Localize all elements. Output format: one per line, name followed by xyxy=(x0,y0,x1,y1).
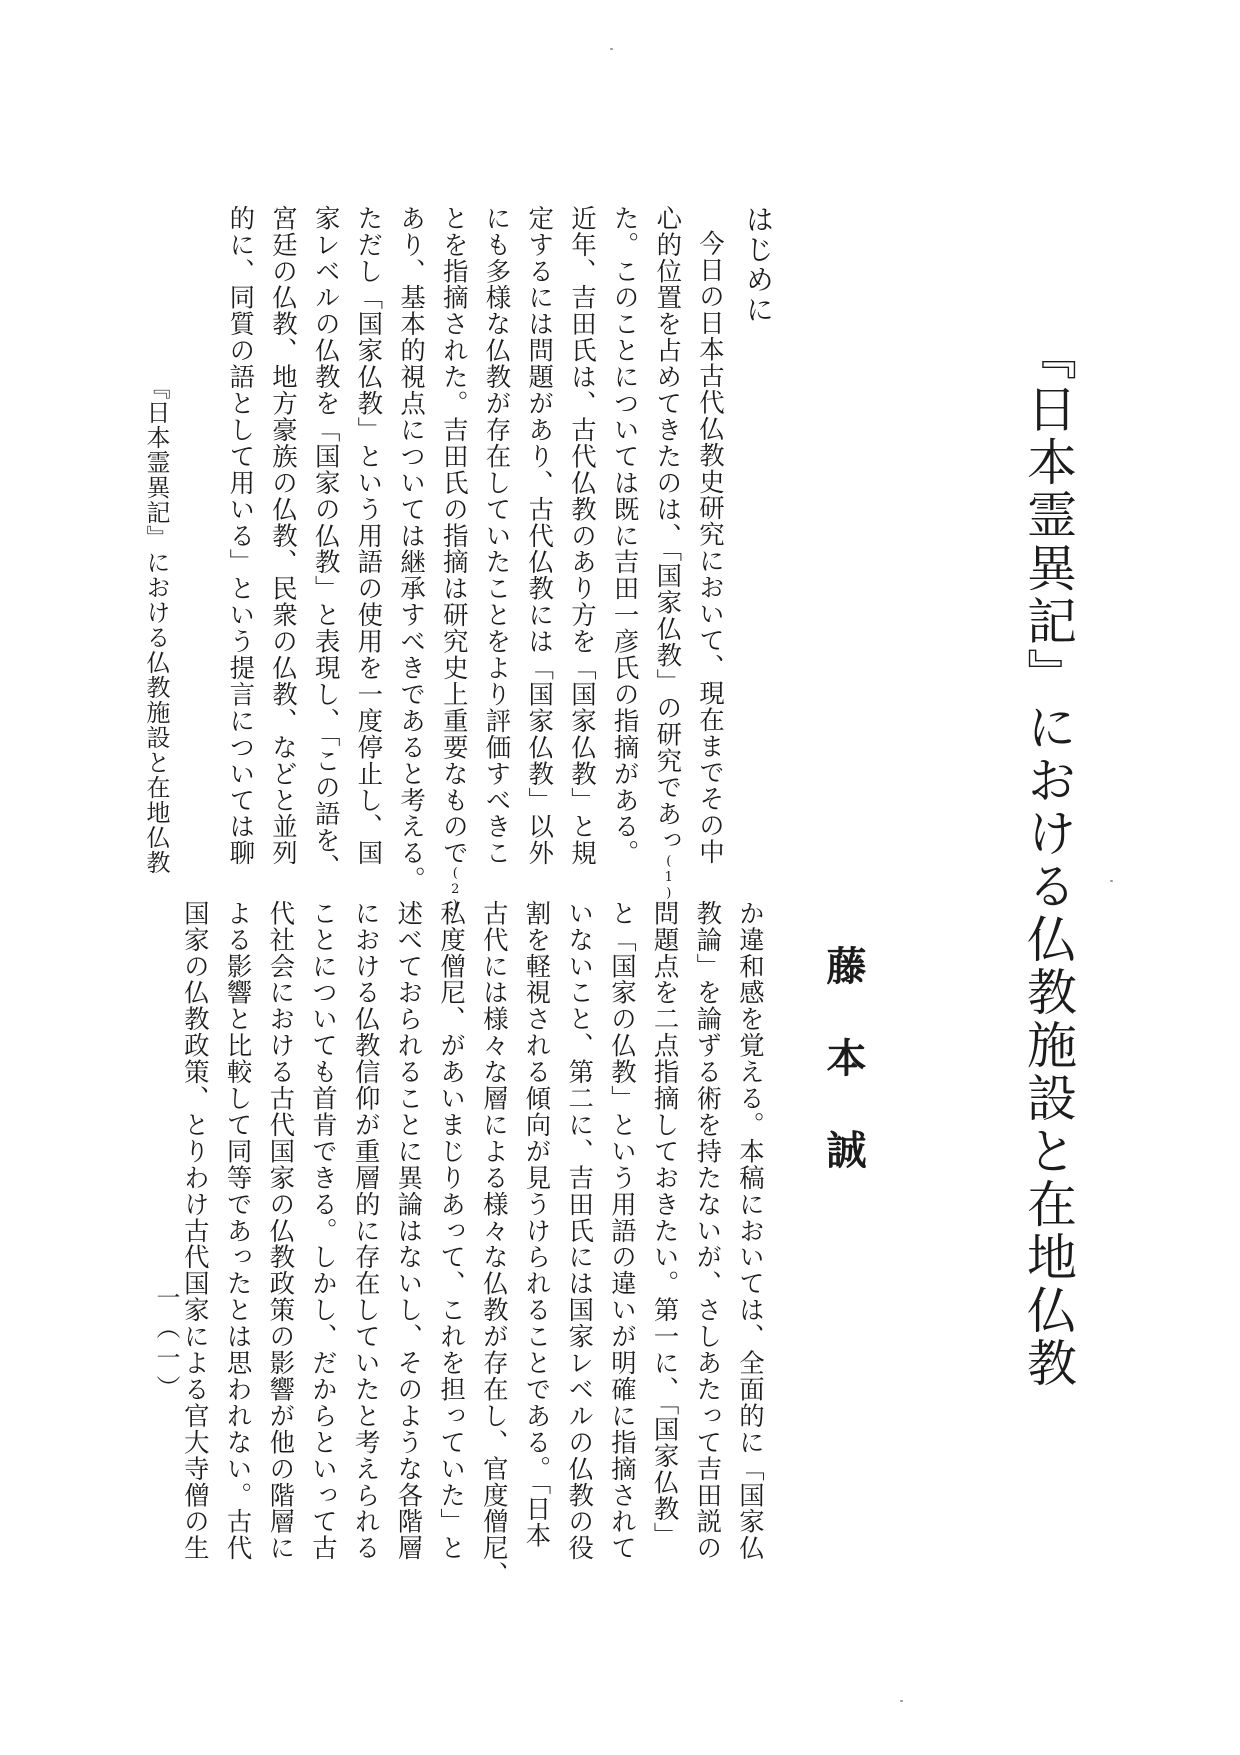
text-line: か違和感を覚える。本稿においては、全面的に「国家仏 xyxy=(736,900,766,1562)
section-heading: はじめに xyxy=(742,205,775,325)
text-line: 的に、同質の語として用いる」という提言については聊 xyxy=(226,205,257,867)
text-line: にも多様な仏教が存在していたことをより評価すべきこ xyxy=(482,205,513,867)
text-line: あり、基本的視点については継承すべきであると考える。 xyxy=(397,205,428,893)
body-text-lower xyxy=(172,900,772,1588)
text-line: 教論」を論ずる術を持たないが、さしあたって吉田説の xyxy=(693,900,724,1562)
author-name: 藤本誠 xyxy=(820,945,867,1221)
text-line: 私度僧尼、があいまじりあって、これを担っていた」と xyxy=(437,900,468,1562)
text-line: ただし「国家仏教」という用語の使用を一度停止し、国 xyxy=(354,205,385,867)
text-line: 宮廷の仏教、地方豪族の仏教、民衆の仏教、などと並列 xyxy=(268,205,299,867)
text-line: 述べておられることに異論はないし、そのような各階層 xyxy=(394,900,425,1562)
text-line: 近年、吉田氏は、古代仏教のあり方を「国家仏教」と規 xyxy=(567,205,598,867)
text-line: 心的位置を占めてきたのは、「国家仏教」の研究であっ(1) xyxy=(647,205,690,865)
text-line: ことについても首肯できる。しかし、だからといって古 xyxy=(308,900,339,1562)
text-line: いないこと、第二に、吉田氏には国家レベルの仏教の役 xyxy=(565,900,596,1562)
text-line: における仏教信仰が重層的に存在していたと考えられる xyxy=(351,900,382,1562)
footnote-ref: (1) xyxy=(661,853,677,902)
page-number: 一（一） xyxy=(152,1285,180,1405)
text-line: 割を軽視される傾向が見うけられることである。「日本 xyxy=(522,900,553,1549)
body-text-upper xyxy=(172,205,732,915)
footnote-ref: (2) xyxy=(447,866,463,915)
text-line: とを指摘された。吉田氏の指摘は研究史上重要なもので(2) xyxy=(433,205,476,865)
text-line: 家レベルの仏教を「国家の仏教」と表現し、「この語を、 xyxy=(311,205,342,880)
text-line: 今日の日本古代仏教史研究において、現在までその中 xyxy=(696,230,726,866)
text-line: よる影響と比較して同等であったとは思われない。古代 xyxy=(223,900,254,1562)
text-line: 古代には様々な層による様々な仏教が存在し、官度僧尼、 xyxy=(479,900,510,1588)
article-title: 『日本霊異記』における仏教施設と在地仏教 xyxy=(1019,330,1077,1390)
text-line: 定するには問題があり、古代仏教には「国家仏教」以外 xyxy=(525,205,556,867)
text-line: 国家の仏教政策、とりわけ古代国家による官大寺僧の生 xyxy=(180,900,211,1562)
text-line: 問題点を二点指摘しておきたい。第一に、「国家仏教」 xyxy=(650,900,681,1549)
scan-speck xyxy=(900,1700,903,1702)
scan-speck xyxy=(610,48,613,50)
running-head: 『日本霊異記』における仏教施設と在地仏教 xyxy=(142,375,170,875)
text-line: 代社会における古代国家の仏教政策の影響が他の階層に xyxy=(266,900,297,1562)
text-line: た。このことについては既に吉田一彦氏の指摘がある。 xyxy=(610,205,641,867)
text-line: と「国家の仏教」という用語の違いが明確に指摘されて xyxy=(607,900,638,1562)
scan-speck xyxy=(1110,880,1113,882)
